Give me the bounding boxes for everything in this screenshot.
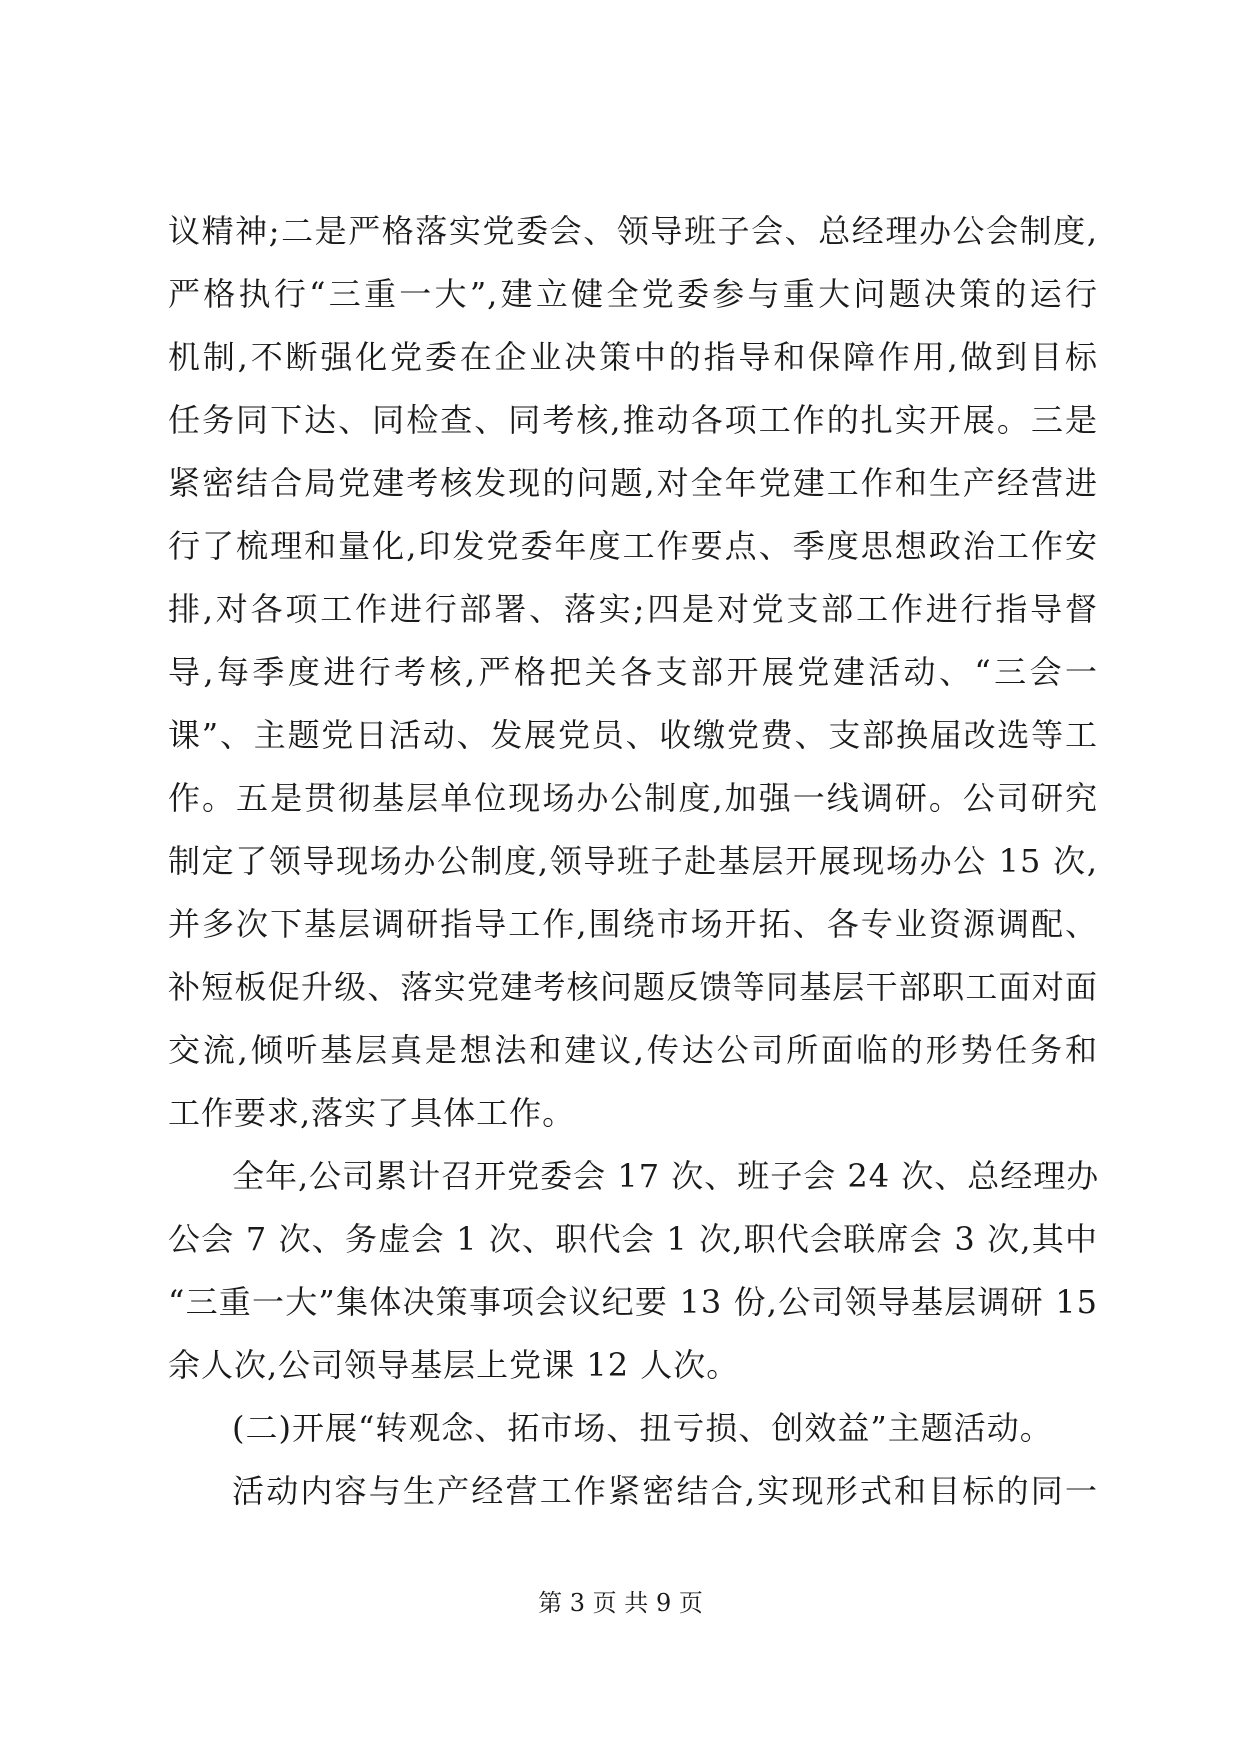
text-line: 公会 7 次、务虚会 1 次、职代会 1 次,职代会联席会 3 次,其中	[168, 1220, 1098, 1258]
body-text	[168, 200, 1098, 1523]
page-number-footer: 第 3 页 共 9 页	[538, 1589, 703, 1617]
text-line: 并多次下基层调研指导工作,围绕市场开拓、各专业资源调配、	[168, 905, 1098, 943]
text-line: 余人次,公司领导基层上党课 12 人次。	[168, 1346, 740, 1384]
text-line: “三重一大”集体决策事项会议纪要 13 份,公司领导基层调研 15	[168, 1283, 1098, 1321]
text-line: 排,对各项工作进行部署、落实;四是对党支部工作进行指导督	[168, 590, 1098, 628]
text-line: 紧密结合局党建考核发现的问题,对全年党建工作和生产经营进	[168, 464, 1098, 502]
text-line: 全年,公司累计召开党委会 17 次、班子会 24 次、总经理办	[232, 1157, 1100, 1195]
text-line: 导,每季度进行考核,严格把关各支部开展党建活动、“三会一	[168, 653, 1098, 691]
section-heading: (二)开展“转观念、拓市场、扭亏损、创效益”主题活动。	[232, 1409, 1053, 1447]
text-line: 课”、主题党日活动、发展党员、收缴党费、支部换届改选等工	[168, 716, 1098, 754]
text-line: 机制,不断强化党委在企业决策中的指导和保障作用,做到目标	[168, 338, 1098, 376]
text-line: 补短板促升级、落实党建考核问题反馈等同基层干部职工面对面	[168, 968, 1098, 1006]
text-line: 交流,倾听基层真是想法和建议,传达公司所面临的形势任务和	[168, 1031, 1098, 1069]
text-line: 活动内容与生产经营工作紧密结合,实现形式和目标的同一	[232, 1472, 1098, 1510]
text-line: 行了梳理和量化,印发党委年度工作要点、季度思想政治工作安	[168, 527, 1098, 565]
text-line: 制定了领导现场办公制度,领导班子赴基层开展现场办公 15 次,	[168, 842, 1098, 880]
text-line: 工作要求,落实了具体工作。	[168, 1094, 576, 1132]
text-line: 作。五是贯彻基层单位现场办公制度,加强一线调研。公司研究	[168, 779, 1098, 817]
text-line: 任务同下达、同检查、同考核,推动各项工作的扎实开展。三是	[168, 401, 1098, 439]
text-line: 严格执行“三重一大”,建立健全党委参与重大问题决策的运行	[168, 275, 1098, 313]
text-line: 议精神;二是严格落实党委会、领导班子会、总经理办公会制度,	[168, 212, 1098, 250]
